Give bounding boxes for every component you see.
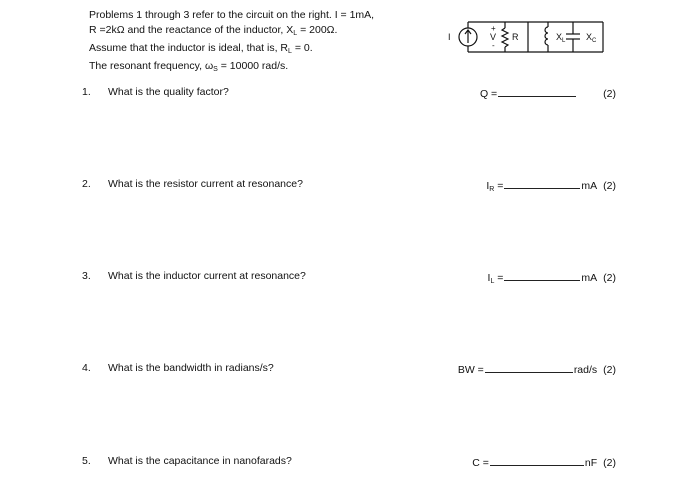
points: (2) [603, 272, 616, 284]
answer-blank[interactable] [504, 178, 580, 189]
question-text: What is the bandwidth in radians/s? [108, 362, 274, 374]
answer-unit: rad/s [573, 364, 598, 376]
resistor-label: R [512, 32, 519, 42]
answer-blank[interactable] [485, 362, 573, 373]
answer-field[interactable] [488, 270, 616, 285]
points: (2) [603, 88, 616, 100]
inductor-label: $X_L$ [556, 32, 566, 44]
voltage-minus: - [492, 41, 495, 50]
question-number: 1. [82, 86, 91, 98]
question-1 [0, 86, 700, 102]
answer-field[interactable] [472, 455, 616, 469]
answer-unit: mA [581, 272, 598, 284]
question-number: 5. [82, 455, 91, 467]
points: (2) [603, 364, 616, 376]
circuit-diagram [448, 14, 618, 58]
capacitor-label: $X_C$ [586, 32, 597, 44]
answer-blank[interactable] [504, 270, 580, 281]
source-label: I [448, 32, 451, 42]
resistor-icon [502, 28, 508, 47]
answer-field[interactable] [458, 362, 616, 376]
voltage-plus: + [491, 24, 496, 33]
question-4 [0, 362, 700, 378]
question-text: What is the quality factor? [108, 86, 229, 98]
question-text: What is the inductor current at resonance? [108, 270, 306, 282]
points: (2) [603, 457, 616, 469]
question-5 [0, 455, 700, 471]
answer-blank[interactable] [490, 455, 584, 466]
answer-blank[interactable] [498, 86, 576, 97]
intro-line-1: Problems 1 through 3 refer to the circuit on the right. I = 1mA, [89, 9, 375, 21]
question-3 [0, 270, 700, 286]
answer-label: Q = [479, 88, 498, 100]
intro-line-3: Assume that the inductor is ideal, that is, $R_L = 0$. [89, 42, 313, 55]
inductor-icon [545, 27, 548, 45]
answer-label: $I_R$ = [486, 180, 504, 193]
answer-unit: mA [581, 180, 598, 192]
answer-field[interactable] [486, 178, 616, 193]
question-number: 3. [82, 270, 91, 282]
question-number: 4. [82, 362, 91, 374]
intro-line-2: R =2kΩ and the reactance of the inductor, $X_L = 200\Omega$. [89, 24, 338, 37]
question-text: What is the resistor current at resonance? [108, 178, 303, 190]
question-text: What is the capacitance in nanofarads? [108, 455, 292, 467]
question-number: 2. [82, 178, 91, 190]
answer-unit: nF [584, 457, 598, 469]
answer-label: $I_L$ = [487, 272, 504, 285]
answer-field[interactable] [480, 86, 616, 100]
question-2 [0, 178, 700, 194]
problem-intro [89, 8, 419, 77]
answer-label: BW = [457, 364, 484, 376]
intro-line-4: The resonant frequency, $\omega_S = 10000$ rad/s. [89, 60, 289, 73]
voltage-label: V [490, 32, 497, 42]
answer-label: C = [472, 457, 489, 469]
points: (2) [603, 180, 616, 192]
